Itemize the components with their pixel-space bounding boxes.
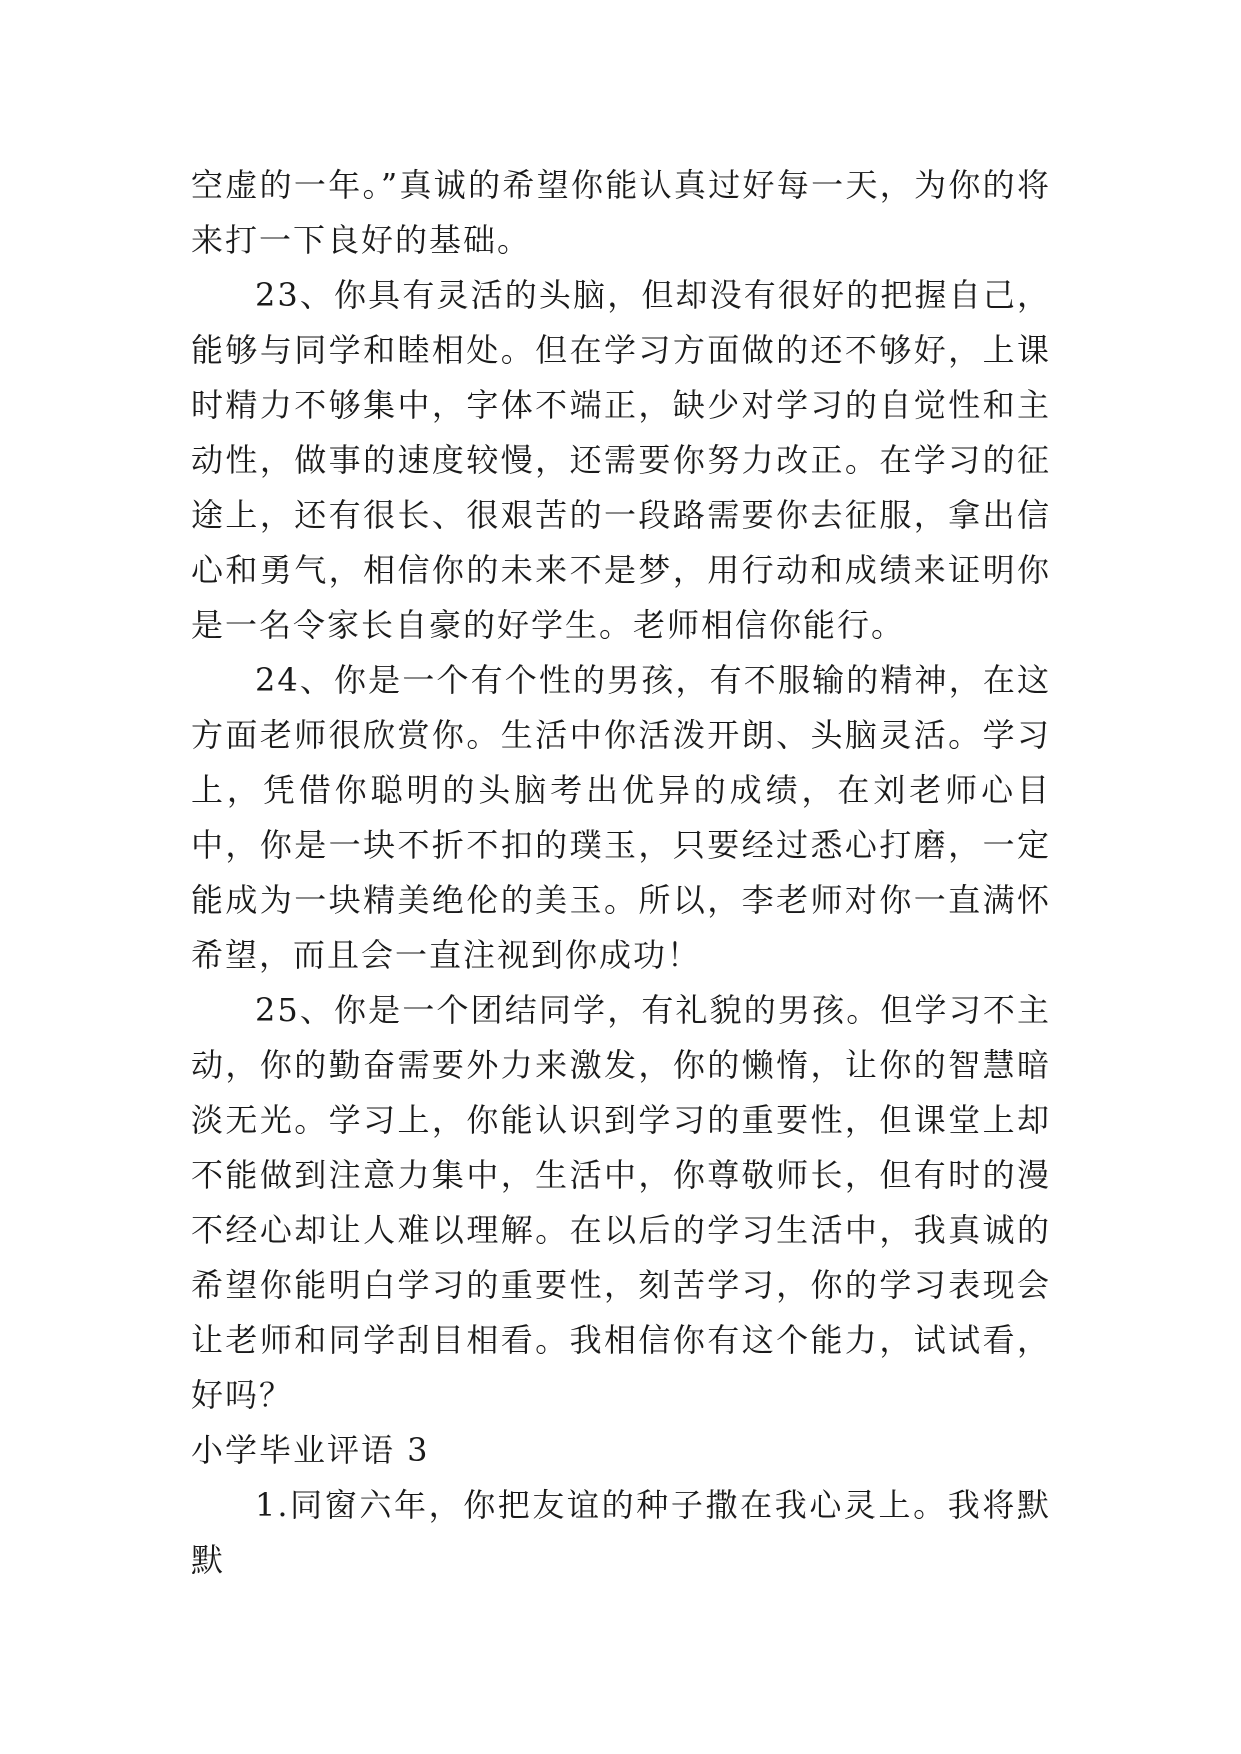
paragraph-continuation: 空虚的一年。”真诚的希望你能认真过好每一天，为你的将来打一下良好的基础。 xyxy=(191,166,1051,259)
paragraph-comment-24: 24、你是一个有个性的男孩，有不服输的精神，在这方面老师很欣赏你。生活中你活泼开朗、头脑灵活。学习上，凭借你聪明的头脑考出优异的成绩，在刘老师心目中，你是一块不折不扣的璞玉，只要经过悉心打磨，一定能成为一块精美绝伦的美玉。所以，李老师对你一直满怀希望，而且会一直注视到你成功！ xyxy=(191,661,1051,974)
paragraph-comment-23: 23、你具有灵活的头脑，但却没有很好的把握自己，能够与同学和睦相处。但在学习方面做的还不够好，上课时精力不够集中，字体不端正，缺少对学习的自觉性和主动性，做事的速度较慢，还需要你努力改正。在学习的征途上，还有很长、很艰苦的一段路需要你去征服，拿出信心和勇气，相信你的未来不是梦，用行动和成绩来证明你是一名令家长自豪的好学生。老师相信你能行。 xyxy=(191,276,1051,644)
paragraph-section-item-1: 1.同窗六年，你把友谊的种子撒在我心灵上。我将默默 xyxy=(191,1486,1051,1579)
paragraph-comment-25: 25、你是一个团结同学，有礼貌的男孩。但学习不主动，你的勤奋需要外力来激发，你的懒惰，让你的智慧暗淡无光。学习上，你能认识到学习的重要性，但课堂上却不能做到注意力集中，生活中，你尊敬师长，但有时的漫不经心却让人难以理解。在以后的学习生活中，我真诚的希望你能明白学习的重要性，刻苦学习，你的学习表现会让老师和同学刮目相看。我相信你有这个能力，试试看，好吗？ xyxy=(191,991,1051,1414)
section-heading: 小学毕业评语 3 xyxy=(191,1431,430,1469)
document-body xyxy=(191,158,1051,1588)
